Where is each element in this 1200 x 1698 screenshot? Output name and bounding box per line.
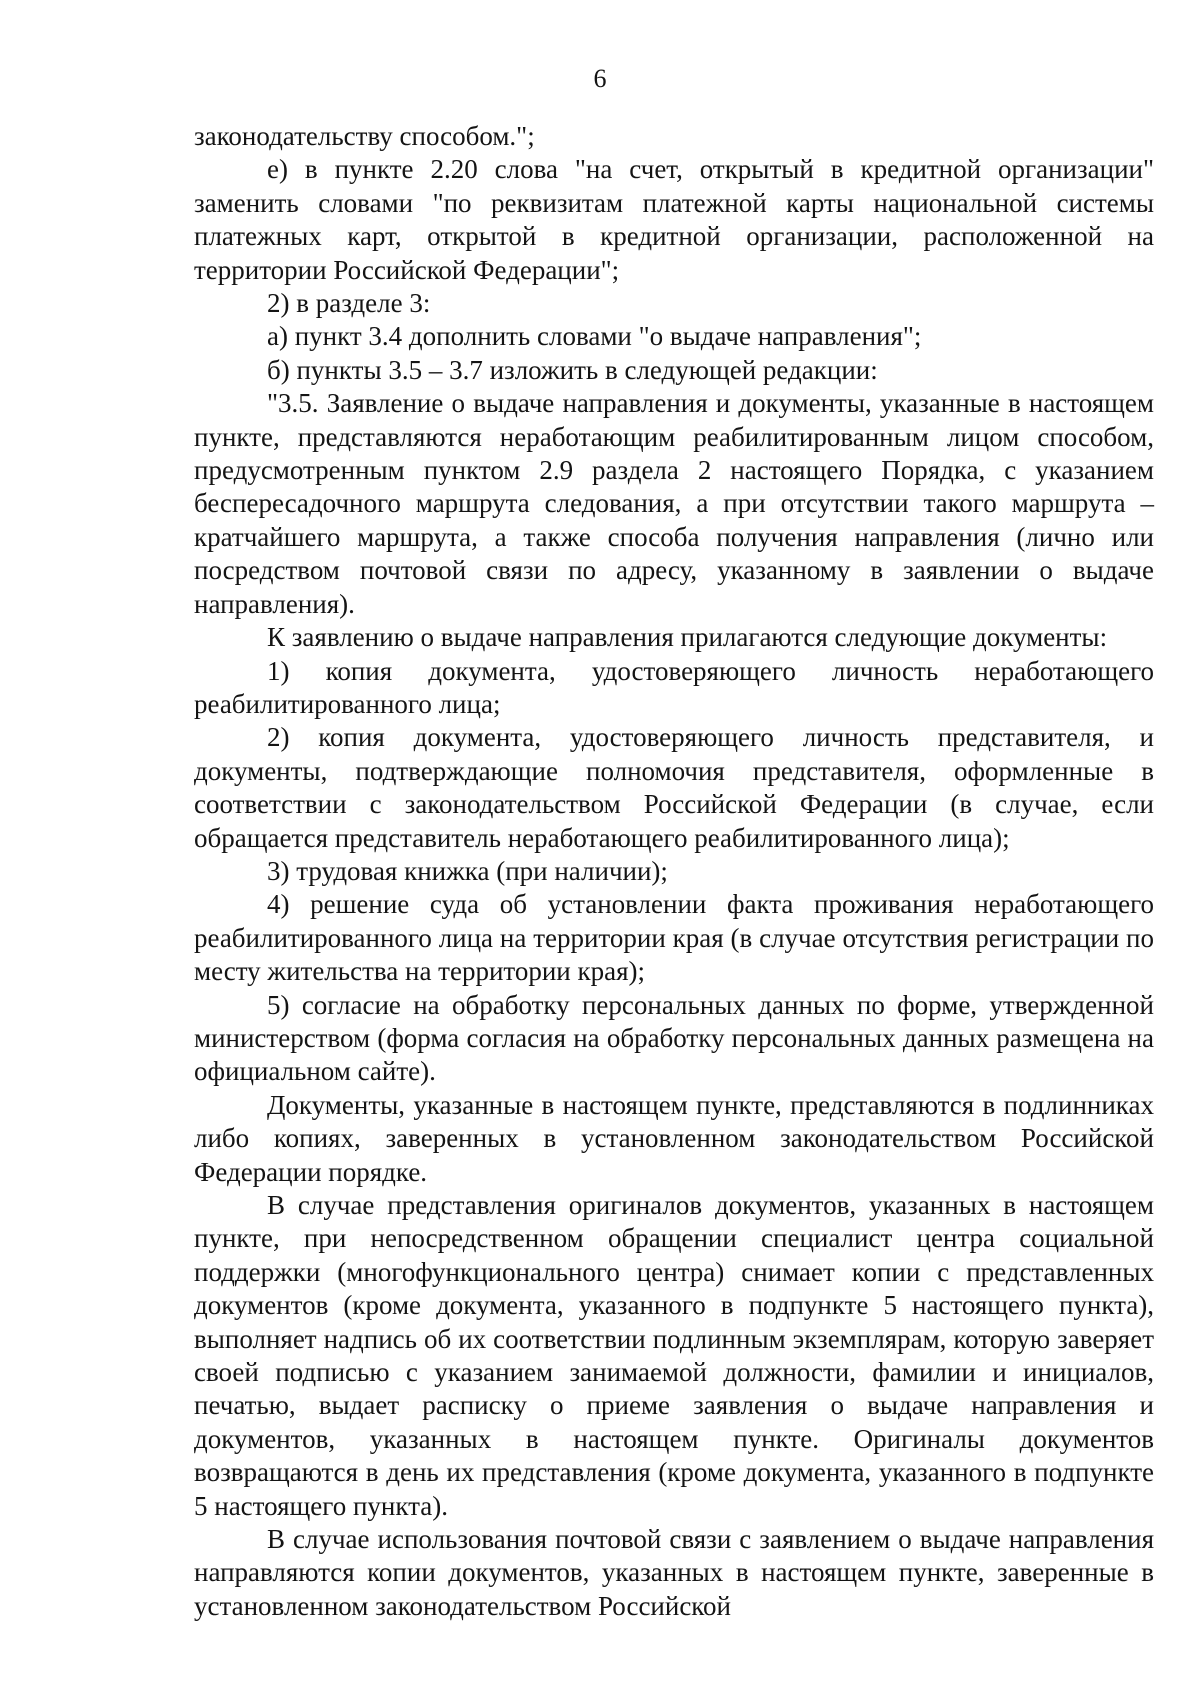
paragraph-document-3: 3) трудовая книжка (при наличии);: [267, 855, 668, 886]
paragraph-item-b: б) пункты 3.5 – 3.7 изложить в следующей редакции:: [267, 354, 878, 385]
page-number: 6: [593, 64, 607, 93]
paragraph-originals-or-copies: Документы, указанные в настоящем пункте, представляются в подлинниках либо копиях, заверенных в установленном законодательством Российской Федерации порядке.: [194, 1089, 1154, 1187]
paragraph-postal-submission: В случае использования почтовой связи с заявлением о выдаче направления направляются копии документов, указанных в настоящем пункте, заверенные в установленном законодательством Российской: [194, 1524, 1154, 1621]
paragraph-documents-intro: К заявлению о выдаче направления прилагаются следующие документы:: [267, 622, 1108, 653]
paragraph-clause-3-5: "3.5. Заявление о выдаче направления и документы, указанные в настоящем пункте, представляются неработающим реабилитированным лицом способом, предусмотренным пунктом 2.9 раздела 2 настоящего Порядка, с указанием беспересадочного маршрута следования, а при отсутствии такого маршрута – кратчайшего маршрута, а также способа получения направления (лично или посредством почтовой связи по адресу, указанному в заявлении о выдаче направления).: [194, 388, 1154, 619]
paragraph-section-3: 2) в разделе 3:: [267, 288, 431, 319]
paragraph-document-5: 5) согласие на обработку персональных данных по форме, утвержденной министерством (форма согласия на обработку персональных данных размещена на официальном сайте).: [194, 989, 1154, 1087]
paragraph-continuation: законодательству способом.";: [194, 121, 535, 151]
paragraph-document-1: 1) копия документа, удостоверяющего личность неработающего реабилитированного лица;: [194, 655, 1154, 719]
paragraph-document-4: 4) решение суда об установлении факта проживания неработающего реабилитированного лица на территории края (в случае отсутствия регистрации по месту жительства на территории края);: [194, 889, 1154, 987]
paragraph-item-a: а) пункт 3.4 дополнить словами "о выдаче направления";: [267, 321, 922, 352]
document-body: [194, 120, 1154, 1623]
paragraph-originals-procedure: В случае представления оригиналов документов, указанных в настоящем пункте, при непосредственном обращении специалист центра социальной поддержки (многофункционального центра) снимает копии с представленных документов (кроме документа, указанного в подпункте 5 настоящего пункта), выполняет надпись об их соответствии подлинным экземплярам, которую заверяет своей подписью с указанием занимаемой должности, фамилии и инициалов, печатью, выдает расписку о приеме заявления о выдаче направления и документов, указанных в настоящем пункте. Оригиналы документов возвращаются в день их представления (кроме документа, указанного в подпункте 5 настоящего пункта).: [194, 1190, 1154, 1521]
paragraph-item-e: е) в пункте 2.20 слова "на счет, открытый в кредитной организации" заменить словами "по реквизитам платежной карты национальной системы платежных карт, открытой в кредитной организации, расположенной на территории Российской Федерации";: [194, 154, 1154, 285]
paragraph-document-2: 2) копия документа, удостоверяющего личность представителя, и документы, подтверждающие полномочия представителя, оформленные в соответствии с законодательством Российской Федерации (в случае, если обращается представитель неработающего реабилитированного лица);: [194, 722, 1154, 853]
